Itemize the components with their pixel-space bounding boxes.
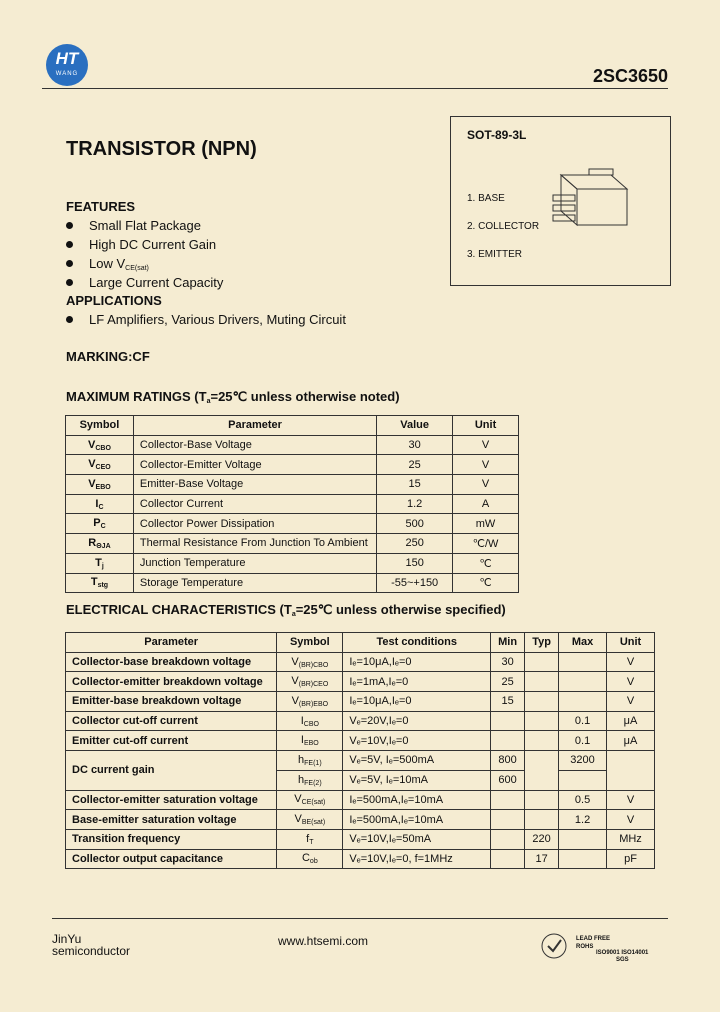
unit-cell: ℃ bbox=[453, 553, 519, 573]
package-name: SOT-89-3L bbox=[467, 128, 527, 142]
condition-cell: Iₑ=500mA,Iₑ=10mA bbox=[343, 790, 491, 810]
parameter-cell: Transition frequency bbox=[66, 829, 277, 849]
condition-cell: Vₑ=10V,Iₑ=0 bbox=[343, 731, 491, 751]
unit-cell: mW bbox=[453, 514, 519, 534]
table-row bbox=[66, 672, 655, 692]
symbol-cell: $V_{CEO}$ bbox=[66, 455, 134, 475]
symbol-cell: $C_{ob}$ bbox=[277, 849, 343, 869]
table-header-row bbox=[66, 633, 655, 653]
feature-item: Small Flat Package bbox=[66, 218, 201, 233]
elec-heading: ELECTRICAL CHARACTERISTICS ($T_a=25℃$ unless otherwise specified) bbox=[66, 602, 506, 618]
min-cell bbox=[491, 790, 525, 810]
min-cell bbox=[491, 731, 525, 751]
min-cell bbox=[491, 829, 525, 849]
symbol-cell: $V_{CE(sat)}$ bbox=[277, 790, 343, 810]
max-cell bbox=[559, 692, 607, 712]
parameter-cell: Collector-Base Voltage bbox=[133, 435, 376, 455]
value-cell: 1.2 bbox=[377, 494, 453, 514]
min-cell: 30 bbox=[491, 652, 525, 672]
max-cell bbox=[559, 849, 607, 869]
min-cell: 15 bbox=[491, 692, 525, 712]
part-number: 2SC3650 bbox=[592, 66, 668, 86]
min-cell: 25 bbox=[491, 672, 525, 692]
condition-cell: Vₑ=10V,Iₑ=0, f=1MHz bbox=[343, 849, 491, 869]
company-name: JinYu bbox=[52, 932, 82, 946]
cert-logos: LEAD FREE ROHS ISO9001 ISO14001 SGS bbox=[540, 932, 574, 965]
min-cell: 800 bbox=[491, 751, 525, 771]
package-box bbox=[450, 116, 671, 286]
parameter-cell: Collector-emitter saturation voltage bbox=[66, 790, 277, 810]
package-drawing bbox=[547, 165, 647, 245]
unit-cell: μA bbox=[607, 731, 655, 751]
condition-cell: Iₑ=1mA,Iₑ=0 bbox=[343, 672, 491, 692]
parameter-cell: Collector Power Dissipation bbox=[133, 514, 376, 534]
company-logo bbox=[46, 44, 88, 86]
col-header: Value bbox=[377, 416, 453, 436]
table-row bbox=[66, 475, 519, 495]
typ-cell: 17 bbox=[525, 849, 559, 869]
table-row bbox=[66, 573, 519, 593]
parameter-cell: Collector output capacitance bbox=[66, 849, 277, 869]
condition-cell: Iₑ=10μA,Iₑ=0 bbox=[343, 692, 491, 712]
parameter-cell: Emitter-Base Voltage bbox=[133, 475, 376, 495]
parameter-cell: Collector-emitter breakdown voltage bbox=[66, 672, 277, 692]
table-row bbox=[66, 494, 519, 514]
table-row bbox=[66, 692, 655, 712]
col-header: Max bbox=[559, 633, 607, 653]
max-cell bbox=[559, 652, 607, 672]
logo-subtext: WANG bbox=[55, 71, 79, 77]
parameter-cell: Collector-Emitter Voltage bbox=[133, 455, 376, 475]
min-cell bbox=[491, 711, 525, 731]
max-ratings-table bbox=[65, 415, 519, 593]
value-cell: 15 bbox=[377, 475, 453, 495]
max-cell bbox=[559, 672, 607, 692]
typ-cell bbox=[525, 692, 559, 712]
condition-cell: Vₑ=20V,Iₑ=0 bbox=[343, 711, 491, 731]
parameter-cell: Storage Temperature bbox=[133, 573, 376, 593]
table-row bbox=[66, 751, 655, 771]
symbol-cell: $V_{CBO}$ bbox=[66, 435, 134, 455]
col-header: Symbol bbox=[277, 633, 343, 653]
unit-cell: ℃/W bbox=[453, 534, 519, 554]
symbol-cell: $V_{(BR)CEO}$ bbox=[277, 672, 343, 692]
features-heading: FEATURES bbox=[66, 199, 136, 214]
application-item: LF Amplifiers, Various Drivers, Muting Circuit bbox=[66, 312, 346, 327]
typ-cell bbox=[525, 810, 559, 830]
unit-cell: V bbox=[607, 692, 655, 712]
value-cell: 250 bbox=[377, 534, 453, 554]
condition-cell: Vₑ=10V,Iₑ=50mA bbox=[343, 829, 491, 849]
table-row bbox=[66, 652, 655, 672]
condition-cell: Vₑ=5V, Iₑ=10mA bbox=[343, 770, 491, 790]
typ-cell bbox=[525, 731, 559, 751]
typ-cell bbox=[525, 790, 559, 810]
condition-cell: Iₑ=500mA,Iₑ=10mA bbox=[343, 810, 491, 830]
table-row bbox=[66, 849, 655, 869]
parameter-cell: Collector-base breakdown voltage bbox=[66, 652, 277, 672]
typ-cell bbox=[525, 672, 559, 692]
typ-cell bbox=[525, 652, 559, 672]
symbol-cell: $V_{(BR)CBO}$ bbox=[277, 652, 343, 672]
table-row bbox=[66, 711, 655, 731]
parameter-cell: Collector Current bbox=[133, 494, 376, 514]
parameter-cell: Emitter cut-off current bbox=[66, 731, 277, 751]
max-cell: 0.5 bbox=[559, 790, 607, 810]
col-header: Typ bbox=[525, 633, 559, 653]
symbol-cell: $I_{EBO}$ bbox=[277, 731, 343, 751]
symbol-cell: $V_{EBO}$ bbox=[66, 475, 134, 495]
parameter-cell: Junction Temperature bbox=[133, 553, 376, 573]
min-cell: 600 bbox=[491, 770, 525, 790]
feature-item: High DC Current Gain bbox=[66, 237, 216, 252]
parameter-cell: Collector cut-off current bbox=[66, 711, 277, 731]
pin-2: 2. COLLECTOR bbox=[467, 221, 540, 232]
unit-cell: V bbox=[453, 475, 519, 495]
unit-cell: V bbox=[607, 672, 655, 692]
max-cell: 0.1 bbox=[559, 731, 607, 751]
applications-heading: APPLICATIONS bbox=[66, 293, 162, 308]
min-cell bbox=[491, 849, 525, 869]
unit-cell: V bbox=[607, 810, 655, 830]
symbol-cell: $T_{stg}$ bbox=[66, 573, 134, 593]
symbol-cell: $R_{\Theta JA}$ bbox=[66, 534, 134, 554]
symbol-cell: $I_C$ bbox=[66, 494, 134, 514]
symbol-cell: $P_C$ bbox=[66, 514, 134, 534]
max-ratings-heading: MAXIMUM RATINGS ($T_a=25℃$ unless otherwise noted) bbox=[66, 389, 400, 405]
table-row bbox=[66, 553, 519, 573]
website-link[interactable]: www.htsemi.com bbox=[278, 934, 369, 948]
table-row bbox=[66, 435, 519, 455]
max-cell bbox=[559, 770, 607, 790]
typ-cell bbox=[525, 711, 559, 731]
col-header: Parameter bbox=[133, 416, 376, 436]
value-cell: -55~+150 bbox=[377, 573, 453, 593]
unit-cell: A bbox=[453, 494, 519, 514]
symbol-cell: $h_{FE(1)}$ bbox=[277, 751, 343, 771]
symbol-cell: $V_{(BR)EBO}$ bbox=[277, 692, 343, 712]
unit-cell: pF bbox=[607, 849, 655, 869]
unit-cell bbox=[607, 751, 655, 790]
header-divider bbox=[42, 88, 668, 89]
col-header: Test conditions bbox=[343, 633, 491, 653]
value-cell: 25 bbox=[377, 455, 453, 475]
rohs-icon bbox=[540, 932, 574, 960]
unit-cell: V bbox=[453, 455, 519, 475]
footer-divider bbox=[52, 918, 668, 919]
max-cell: 3200 bbox=[559, 751, 607, 771]
unit-cell: V bbox=[453, 435, 519, 455]
table-row bbox=[66, 810, 655, 830]
pin-3: 3. EMITTER bbox=[467, 249, 523, 260]
table-row bbox=[66, 514, 519, 534]
marking: MARKING:CF bbox=[66, 349, 150, 364]
page-title: TRANSISTOR (NPN) bbox=[66, 138, 257, 160]
symbol-cell: $V_{BE(sat)}$ bbox=[277, 810, 343, 830]
parameter-cell: Base-emitter saturation voltage bbox=[66, 810, 277, 830]
max-cell bbox=[559, 829, 607, 849]
feature-item: Large Current Capacity bbox=[66, 275, 223, 290]
logo-text: HT bbox=[55, 49, 79, 68]
unit-cell: MHz bbox=[607, 829, 655, 849]
col-header: Unit bbox=[453, 416, 519, 436]
pin-1: 1. BASE bbox=[467, 193, 505, 204]
typ-cell: 220 bbox=[525, 829, 559, 849]
company-tagline: semiconductor bbox=[52, 944, 131, 958]
col-header: Symbol bbox=[66, 416, 134, 436]
col-header: Parameter bbox=[66, 633, 277, 653]
parameter-cell: Thermal Resistance From Junction To Ambient bbox=[133, 534, 376, 554]
symbol-cell: $f_T$ bbox=[277, 829, 343, 849]
unit-cell: ℃ bbox=[453, 573, 519, 593]
max-cell: 0.1 bbox=[559, 711, 607, 731]
unit-cell: μA bbox=[607, 711, 655, 731]
unit-cell: V bbox=[607, 790, 655, 810]
parameter-cell: Emitter-base breakdown voltage bbox=[66, 692, 277, 712]
table-row bbox=[66, 534, 519, 554]
value-cell: 30 bbox=[377, 435, 453, 455]
table-row bbox=[66, 790, 655, 810]
value-cell: 150 bbox=[377, 553, 453, 573]
max-cell: 1.2 bbox=[559, 810, 607, 830]
typ-cell bbox=[525, 751, 559, 790]
condition-cell: Iₑ=10μA,Iₑ=0 bbox=[343, 652, 491, 672]
electrical-table bbox=[65, 632, 655, 869]
parameter-cell: DC current gain bbox=[66, 751, 277, 790]
condition-cell: Vₑ=5V, Iₑ=500mA bbox=[343, 751, 491, 771]
value-cell: 500 bbox=[377, 514, 453, 534]
min-cell bbox=[491, 810, 525, 830]
col-header: Min bbox=[491, 633, 525, 653]
table-row bbox=[66, 829, 655, 849]
table-row bbox=[66, 731, 655, 751]
symbol-cell: $h_{FE(2)}$ bbox=[277, 770, 343, 790]
table-header-row bbox=[66, 416, 519, 436]
unit-cell: V bbox=[607, 652, 655, 672]
table-row bbox=[66, 455, 519, 475]
feature-item: Low $V_{CE(sat)}$ bbox=[66, 256, 149, 272]
symbol-cell: $T_j$ bbox=[66, 553, 134, 573]
symbol-cell: $I_{CBO}$ bbox=[277, 711, 343, 731]
col-header: Unit bbox=[607, 633, 655, 653]
